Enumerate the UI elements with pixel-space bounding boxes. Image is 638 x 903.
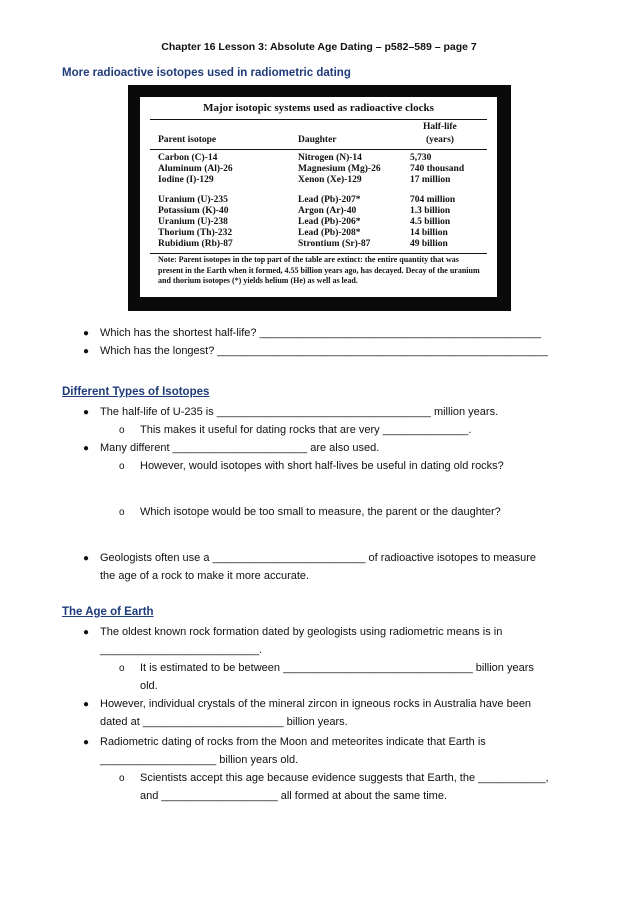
list-item	[83, 326, 541, 341]
bullet-icon: ●	[83, 443, 90, 454]
page-header: Chapter 16 Lesson 3: Absolute Age Dating – p582–589 – page 7	[161, 41, 477, 53]
bullet-icon: ●	[83, 737, 90, 748]
continuation-text: old.	[140, 680, 158, 692]
table-cell: Potassium (K)-40	[158, 206, 229, 216]
isotope-table	[140, 97, 497, 297]
statement-many-different: Many different ______________________ are also used.	[100, 442, 380, 454]
sub-bullet-icon: o	[119, 425, 125, 436]
list-item	[83, 735, 486, 750]
continuation-text: ___________________ billion years old.	[100, 754, 299, 766]
col-header-parent: Parent isotope	[158, 135, 217, 145]
continuation-text: dated at _______________________ billion years.	[100, 716, 348, 728]
table-cell: Strontium (Sr)-87	[298, 239, 371, 249]
table-cell: Iodine (I)-129	[158, 175, 214, 185]
list-item	[83, 405, 499, 420]
list-item	[83, 441, 380, 456]
col-header-daughter: Daughter	[298, 135, 337, 145]
list-item	[119, 459, 504, 474]
statement-dating-rocks: This makes it useful for dating rocks that are very ______________.	[140, 424, 472, 436]
sub-bullet-icon: o	[119, 773, 125, 784]
table-cell: Argon (Ar)-40	[298, 206, 357, 216]
bullet-icon: ●	[83, 407, 90, 418]
list-item	[119, 771, 549, 786]
table-cell: Lead (Pb)-208*	[298, 228, 361, 238]
table-cell: 17 million	[410, 175, 451, 185]
list-item	[119, 423, 472, 438]
table-cell: 1.3 billion	[410, 206, 451, 216]
table-cell: 704 million	[410, 195, 456, 205]
col-header-halflife: Half-life	[423, 122, 457, 132]
question-too-small: Which isotope would be too small to measure, the parent or the daughter?	[140, 506, 501, 518]
table-cell: Aluminum (Al)-26	[158, 164, 233, 174]
table-cell: Lead (Pb)-207*	[298, 195, 361, 205]
table-cell: Uranium (U)-235	[158, 195, 228, 205]
question-longest-half-life: Which has the longest? ______________________________________________________	[100, 345, 548, 357]
question-short-half-lives: However, would isotopes with short half-lives be useful in dating old rocks?	[140, 460, 504, 472]
table-cell: 740 thousand	[410, 164, 465, 174]
table-cell: Rubidium (Rb)-87	[158, 239, 233, 249]
table-cell: Lead (Pb)-206*	[298, 217, 361, 227]
table-cell: Xenon (Xe)-129	[298, 175, 362, 185]
continuation-text: __________________________.	[100, 644, 263, 656]
table-cell: Magnesium (Mg)-26	[298, 164, 381, 174]
section-title-radioactive-isotopes: More radioactive isotopes used in radiometric dating	[62, 67, 351, 79]
bullet-icon: ●	[83, 328, 90, 339]
list-item	[83, 551, 537, 566]
list-item	[83, 625, 503, 640]
statement-moon-meteorites: Radiometric dating of rocks from the Moon and meteorites indicate that Earth is	[100, 736, 486, 748]
continuation-text: the age of a rock to make it more accurate.	[100, 570, 310, 582]
statement-scientists-accept: Scientists accept this age because evidence suggests that Earth, the ___________,	[140, 772, 549, 784]
table-rule	[150, 253, 487, 254]
col-header-years: (years)	[426, 135, 454, 145]
section-title-different-types: Different Types of Isotopes	[62, 386, 210, 398]
list-item	[119, 661, 534, 676]
statement-zircon: However, individual crystals of the mineral zircon in igneous rocks in Australia have been	[100, 698, 532, 710]
bullet-icon: ●	[83, 553, 90, 564]
question-shortest-half-life: Which has the shortest half-life? ______________________________________________	[100, 327, 541, 339]
table-rule	[150, 119, 487, 120]
sub-bullet-icon: o	[119, 507, 125, 518]
bullet-icon: ●	[83, 627, 90, 638]
table-cell: Carbon (C)-14	[158, 153, 218, 163]
list-item	[119, 505, 501, 520]
table-note: Note: Parent isotopes in the top part of the table are extinct: the entire quantity that was present in the Earth when it formed, 4.55 billion years ago, has decayed. Decay of the uranium and thorium isotopes (*) yields helium (He) as well as lead.	[158, 255, 480, 285]
bullet-icon: ●	[83, 346, 90, 357]
statement-u235-half-life: The half-life of U-235 is ___________________________________ million years.	[100, 406, 499, 418]
table-cell: Thorium (Th)-232	[158, 228, 233, 238]
section-title-age-of-earth: The Age of Earth	[62, 606, 154, 618]
statement-estimated-age: It is estimated to be between _______________________________ billion years	[140, 662, 534, 674]
bullet-icon: ●	[83, 699, 90, 710]
isotope-table-figure	[128, 85, 511, 311]
table-cell: 49 billion	[410, 239, 448, 249]
table-cell: 4.5 billion	[410, 217, 451, 227]
sub-bullet-icon: o	[119, 663, 125, 674]
table-cell: Uranium (U)-238	[158, 217, 228, 227]
table-rule	[150, 149, 487, 150]
list-item	[83, 344, 548, 359]
statement-geologists-use: Geologists often use a _________________________ of radioactive isotopes to measure	[100, 552, 537, 564]
list-item	[83, 697, 532, 712]
table-title: Major isotopic systems used as radioactive clocks	[203, 102, 434, 114]
statement-oldest-rock: The oldest known rock formation dated by geologists using radiometric means is in	[100, 626, 503, 638]
table-cell: Nitrogen (N)-14	[298, 153, 362, 163]
sub-bullet-icon: o	[119, 461, 125, 472]
continuation-text: and ___________________ all formed at about the same time.	[140, 790, 448, 802]
table-cell: 14 billion	[410, 228, 448, 238]
table-cell: 5,730	[410, 153, 432, 163]
